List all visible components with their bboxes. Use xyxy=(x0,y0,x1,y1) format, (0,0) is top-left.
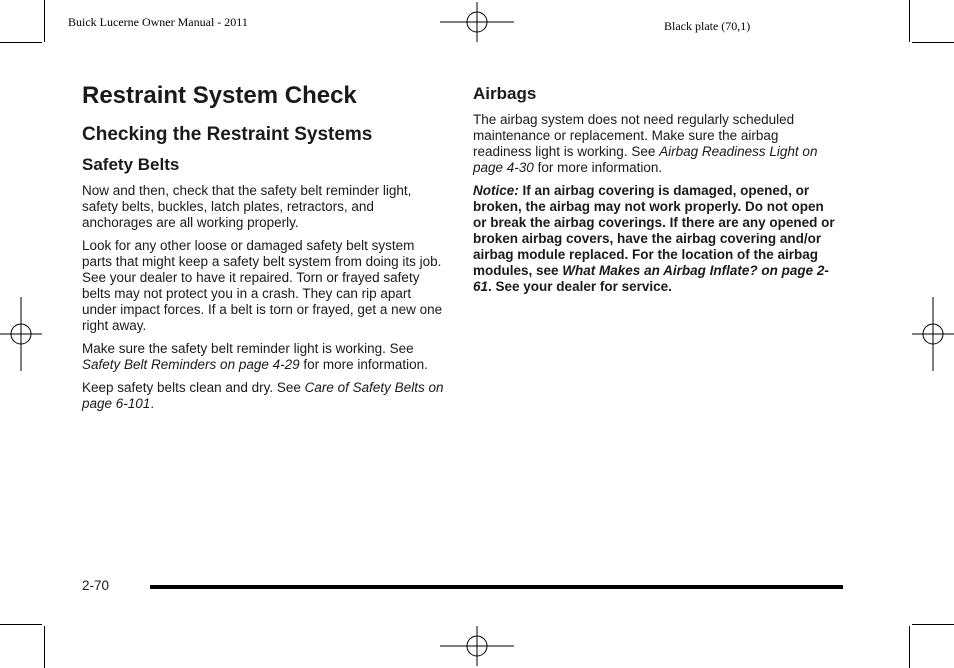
paragraph-text: for more information. xyxy=(533,160,663,175)
crop-mark xyxy=(0,624,42,625)
crop-mark xyxy=(44,0,45,42)
crop-mark xyxy=(909,0,910,42)
paragraph-text: The airbag system does not need regularly scheduled maintenance or replacement. Make sure the airbag readiness light is working. See xyxy=(473,112,795,159)
crop-mark xyxy=(0,42,42,43)
registration-mark-icon xyxy=(912,297,954,371)
registration-mark-icon xyxy=(0,297,42,371)
right-column xyxy=(473,84,835,295)
page-title: Restraint System Check xyxy=(82,82,357,109)
paragraph-text: . xyxy=(150,396,155,411)
cross-reference-link[interactable]: Airbag Readiness Light on page 4-30 xyxy=(473,144,818,175)
airbags-heading: Airbags xyxy=(473,84,537,103)
page-number: 2-70 xyxy=(82,578,110,593)
airbags-paragraph xyxy=(473,112,835,176)
cross-reference-link[interactable]: Safety Belt Reminders on page 4-29 xyxy=(82,357,300,372)
crop-mark xyxy=(912,624,954,625)
left-column xyxy=(82,155,448,412)
section-title: Checking the Restraint Systems xyxy=(82,124,373,145)
safety-belts-paragraph xyxy=(82,341,448,373)
crop-mark xyxy=(44,626,45,668)
crop-mark xyxy=(912,42,954,43)
notice-text: If an airbag covering is damaged, opened, or broken, the airbag may not work properly. Do not open or break the airbag coverings. If there are any opened or broken airbag covers, have the airbag covering and/or airbag module replaced. For the location of the airbag modules, see xyxy=(473,183,835,278)
notice-paragraph xyxy=(473,183,835,295)
manual-title: Buick Lucerne Owner Manual - 2011 xyxy=(68,15,248,29)
crop-mark xyxy=(909,626,910,668)
paragraph-text: Make sure the safety belt reminder light is working. See xyxy=(82,341,414,356)
safety-belts-heading: Safety Belts xyxy=(82,155,180,174)
paragraph-text: for more information. xyxy=(299,357,428,372)
notice-text: . See your dealer for service. xyxy=(488,279,672,294)
safety-belts-paragraph: Now and then, check that the safety belt reminder light, safety belts, buckles, latch plates, retractors, and anchorages are all working properly. xyxy=(82,183,412,230)
safety-belts-paragraph xyxy=(82,380,448,412)
cross-reference-link[interactable]: What Makes an Airbag Inflate? on page 2-61 xyxy=(473,263,829,294)
safety-belts-paragraph: Look for any other loose or damaged safety belt system parts that might keep a safety belt system from doing its job. See your dealer to have it repaired. Torn or frayed safety belts may not protect you in a crash. They can rip apart under impact forces. If a belt is torn or frayed, get a new one right away. xyxy=(82,238,443,333)
footer-rule xyxy=(150,585,843,589)
registration-mark-icon xyxy=(440,626,514,666)
cross-reference-link[interactable]: Care of Safety Belts on page 6-101 xyxy=(82,380,444,411)
notice-label: Notice: xyxy=(473,183,519,198)
paragraph-text: Keep safety belts clean and dry. See xyxy=(82,380,305,395)
registration-mark-icon xyxy=(440,2,514,42)
plate-label: Black plate (70,1) xyxy=(664,19,751,33)
